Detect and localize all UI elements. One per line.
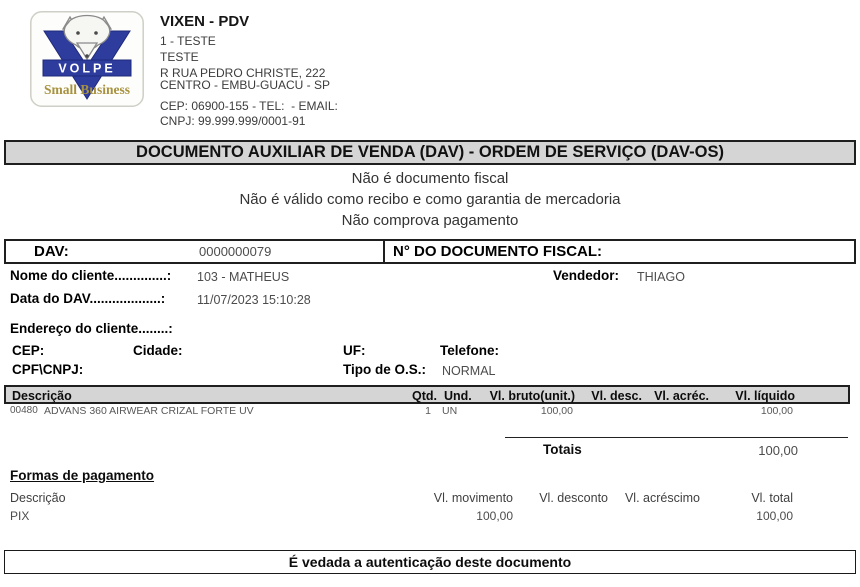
company-line: CENTRO - EMBU-GUACU - SP: [160, 78, 331, 92]
seller-label: Vendedor:: [553, 268, 620, 283]
cpf-cnpj-label: CPF\CNPJ:: [12, 362, 84, 377]
client-address-label: Endereço do cliente........:: [10, 321, 173, 336]
items-col-gross: Vl. bruto(unit.): [489, 389, 575, 403]
items-col-unit: Und.: [444, 389, 472, 403]
app-title: VIXEN - PDV: [160, 13, 250, 30]
os-type-label: Tipo de O.S.:: [343, 362, 427, 377]
payments-header-row: [0, 491, 860, 505]
dav-date-label: Data do DAV...................:: [10, 291, 166, 306]
payments-section-title: Formas de pagamento: [10, 468, 155, 483]
cep-label: CEP:: [12, 343, 45, 358]
items-col-discount: Vl. desc.: [591, 389, 642, 403]
phone-label: Telefone:: [440, 343, 500, 358]
payment-description: PIX: [10, 509, 30, 523]
city-label: Cidade:: [133, 343, 183, 358]
items-col-description: Descrição: [12, 389, 72, 403]
pay-col-description: Descrição: [10, 491, 66, 505]
fox-nose: [85, 54, 89, 58]
notice-line: Não é documento fiscal: [351, 170, 509, 187]
payment-total: 100,00: [756, 509, 793, 523]
os-type-value: NORMAL: [442, 364, 496, 378]
fiscal-doc-label: N° DO DOCUMENTO FISCAL:: [393, 243, 603, 260]
pay-col-discount: Vl. desconto: [539, 491, 608, 505]
item-description: ADVANS 360 AIRWEAR CRIZAL FORTE UV: [44, 405, 254, 417]
fox-eye-left: [76, 31, 80, 35]
payment-movement: 100,00: [476, 509, 513, 523]
dav-date-value: 11/07/2023 15:10:28: [197, 293, 311, 307]
pay-col-addition: Vl. acréscimo: [624, 491, 700, 505]
totals-label: Totais: [543, 442, 582, 457]
dav-label: DAV:: [34, 243, 69, 260]
item-qty: 1: [425, 405, 431, 417]
item-row: [0, 405, 860, 419]
pay-col-total: Vl. total: [751, 491, 793, 505]
items-col-addition: Vl. acréc.: [654, 389, 709, 403]
company-line: 1 - TESTE: [160, 34, 216, 48]
client-name-label: Nome do cliente..............:: [10, 268, 172, 283]
items-table-header: [4, 385, 850, 404]
item-code: 00480: [10, 405, 38, 416]
totals-divider: [505, 437, 848, 438]
company-line: CEP: 06900-155 - TEL: - EMAIL:: [160, 99, 338, 113]
pay-col-movement: Vl. movimento: [433, 491, 513, 505]
footer-notice: É vedada a autenticação deste documento: [4, 550, 856, 574]
company-line: TESTE: [160, 50, 199, 64]
company-line: CNPJ: 99.999.999/0001-91: [160, 114, 306, 128]
payment-row: [0, 509, 860, 523]
seller-value: THIAGO: [637, 270, 685, 284]
notice-line: Não comprova pagamento: [341, 212, 519, 229]
client-name-value: 103 - MATHEUS: [197, 270, 290, 284]
totals-value: 100,00: [758, 443, 798, 458]
items-col-net: Vl. líquido: [735, 389, 795, 403]
item-unit: UN: [442, 405, 458, 417]
dav-number-cell: [6, 241, 385, 262]
company-line: R RUA PEDRO CHRISTE, 222: [160, 66, 326, 80]
company-logo: [30, 11, 144, 107]
items-col-qty: Qtd.: [412, 389, 437, 403]
notice-line: Não é válido como recibo e como garantia de mercadoria: [239, 191, 621, 208]
dav-number-box: [4, 239, 856, 264]
document-title: DOCUMENTO AUXILIAR DE VENDA (DAV) - ORDEM DE SERVIÇO (DAV-OS): [4, 140, 856, 165]
logo-text: VOLPE: [58, 61, 116, 76]
logo-subtitle: Small Business: [44, 82, 130, 97]
uf-label: UF:: [343, 343, 366, 358]
item-gross: 100,00: [540, 405, 573, 417]
item-net: 100,00: [760, 405, 793, 417]
dav-number: 0000000079: [199, 244, 272, 259]
fiscal-doc-cell: [385, 241, 854, 262]
fox-eye-right: [94, 31, 98, 35]
